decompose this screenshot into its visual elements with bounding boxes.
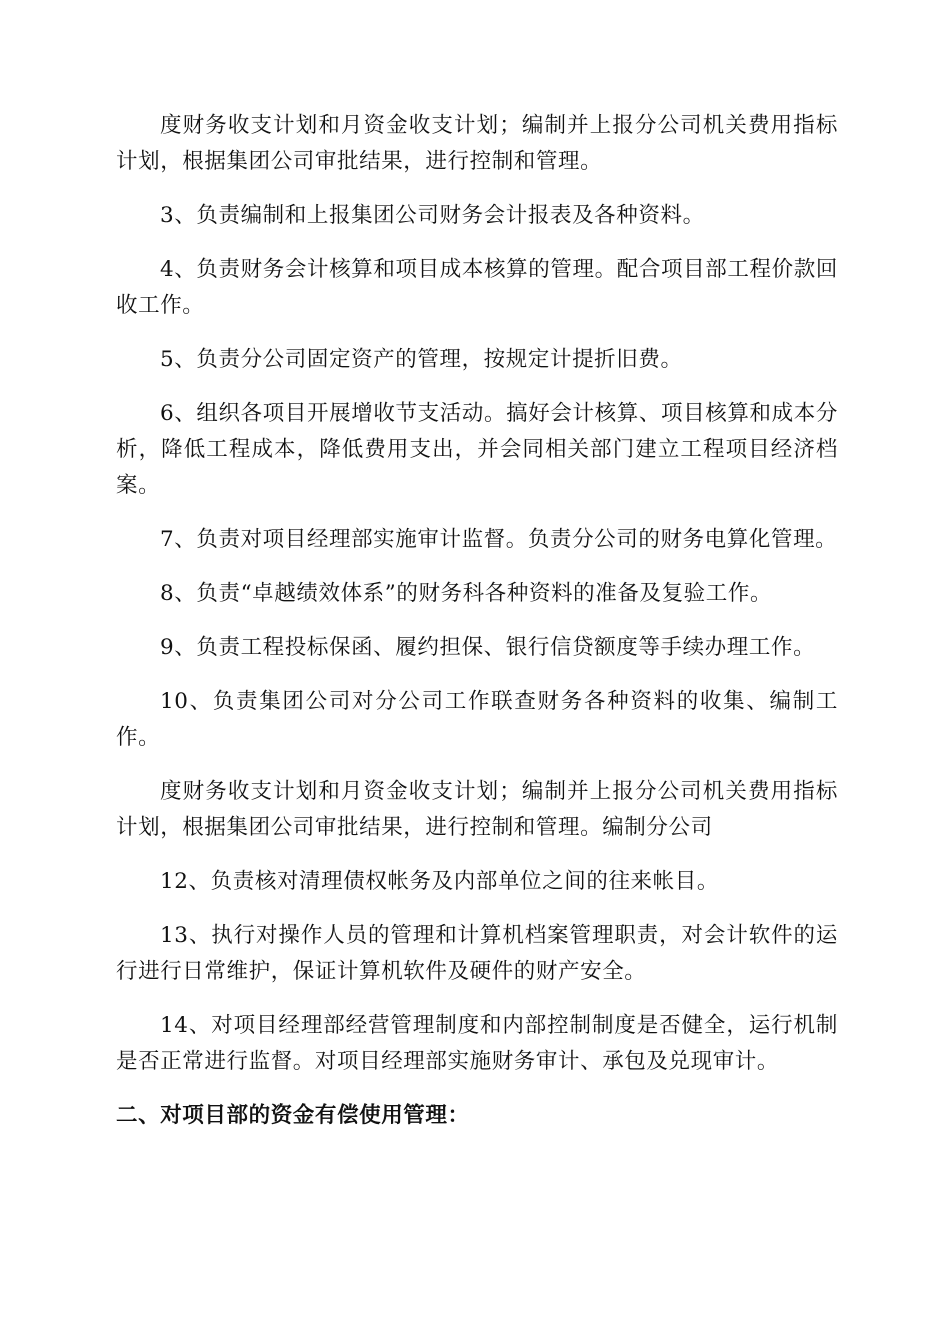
paragraph-6: 7、负责对项目经理部实施审计监督。负责分公司的财务电算化管理。 — [160, 527, 838, 552]
paragraph-10: 度财务收支计划和月资金收支计划；编制并上报分公司机关费用指标计划，根据集团公司审批结果，进行控制和管理。编制分公司 — [116, 779, 838, 840]
paragraph-12: 13、执行对操作人员的管理和计算机档案管理职责，对会计软件的运行进行日常维护，保证计算机软件及硬件的财产安全。 — [116, 923, 838, 984]
section-heading: 二、对项目部的资金有偿使用管理： — [116, 1103, 470, 1128]
paragraph-13: 14、对项目经理部经营管理制度和内部控制制度是否健全，运行机制是否正常进行监督。对项目经理部实施财务审计、承包及兑现审计。 — [116, 1013, 838, 1074]
paragraph-7: 8、负责“卓越绩效体系”的财务科各种资料的准备及复验工作。 — [160, 581, 773, 606]
paragraph-5: 6、组织各项目开展增收节支活动。搞好会计核算、项目核算和成本分析，降低工程成本，降低费用支出，并会同相关部门建立工程项目经济档案。 — [116, 401, 838, 498]
paragraph-2: 3、负责编制和上报集团公司财务会计报表及各种资料。 — [160, 203, 705, 228]
paragraph-8: 9、负责工程投标保函、履约担保、银行信贷额度等手续办理工作。 — [160, 635, 816, 660]
document-body — [116, 108, 838, 1134]
paragraph-9: 10、负责集团公司对分公司工作联查财务各种资料的收集、编制工作。 — [116, 689, 838, 750]
paragraph-3: 4、负责财务会计核算和项目成本核算的管理。配合项目部工程价款回收工作。 — [116, 257, 838, 318]
paragraph-1: 度财务收支计划和月资金收支计划；编制并上报分公司机关费用指标计划，根据集团公司审批结果，进行控制和管理。 — [116, 113, 838, 174]
paragraph-11: 12、负责核对清理债权帐务及内部单位之间的往来帐目。 — [160, 869, 719, 894]
paragraph-4: 5、负责分公司固定资产的管理，按规定计提折旧费。 — [160, 347, 683, 372]
